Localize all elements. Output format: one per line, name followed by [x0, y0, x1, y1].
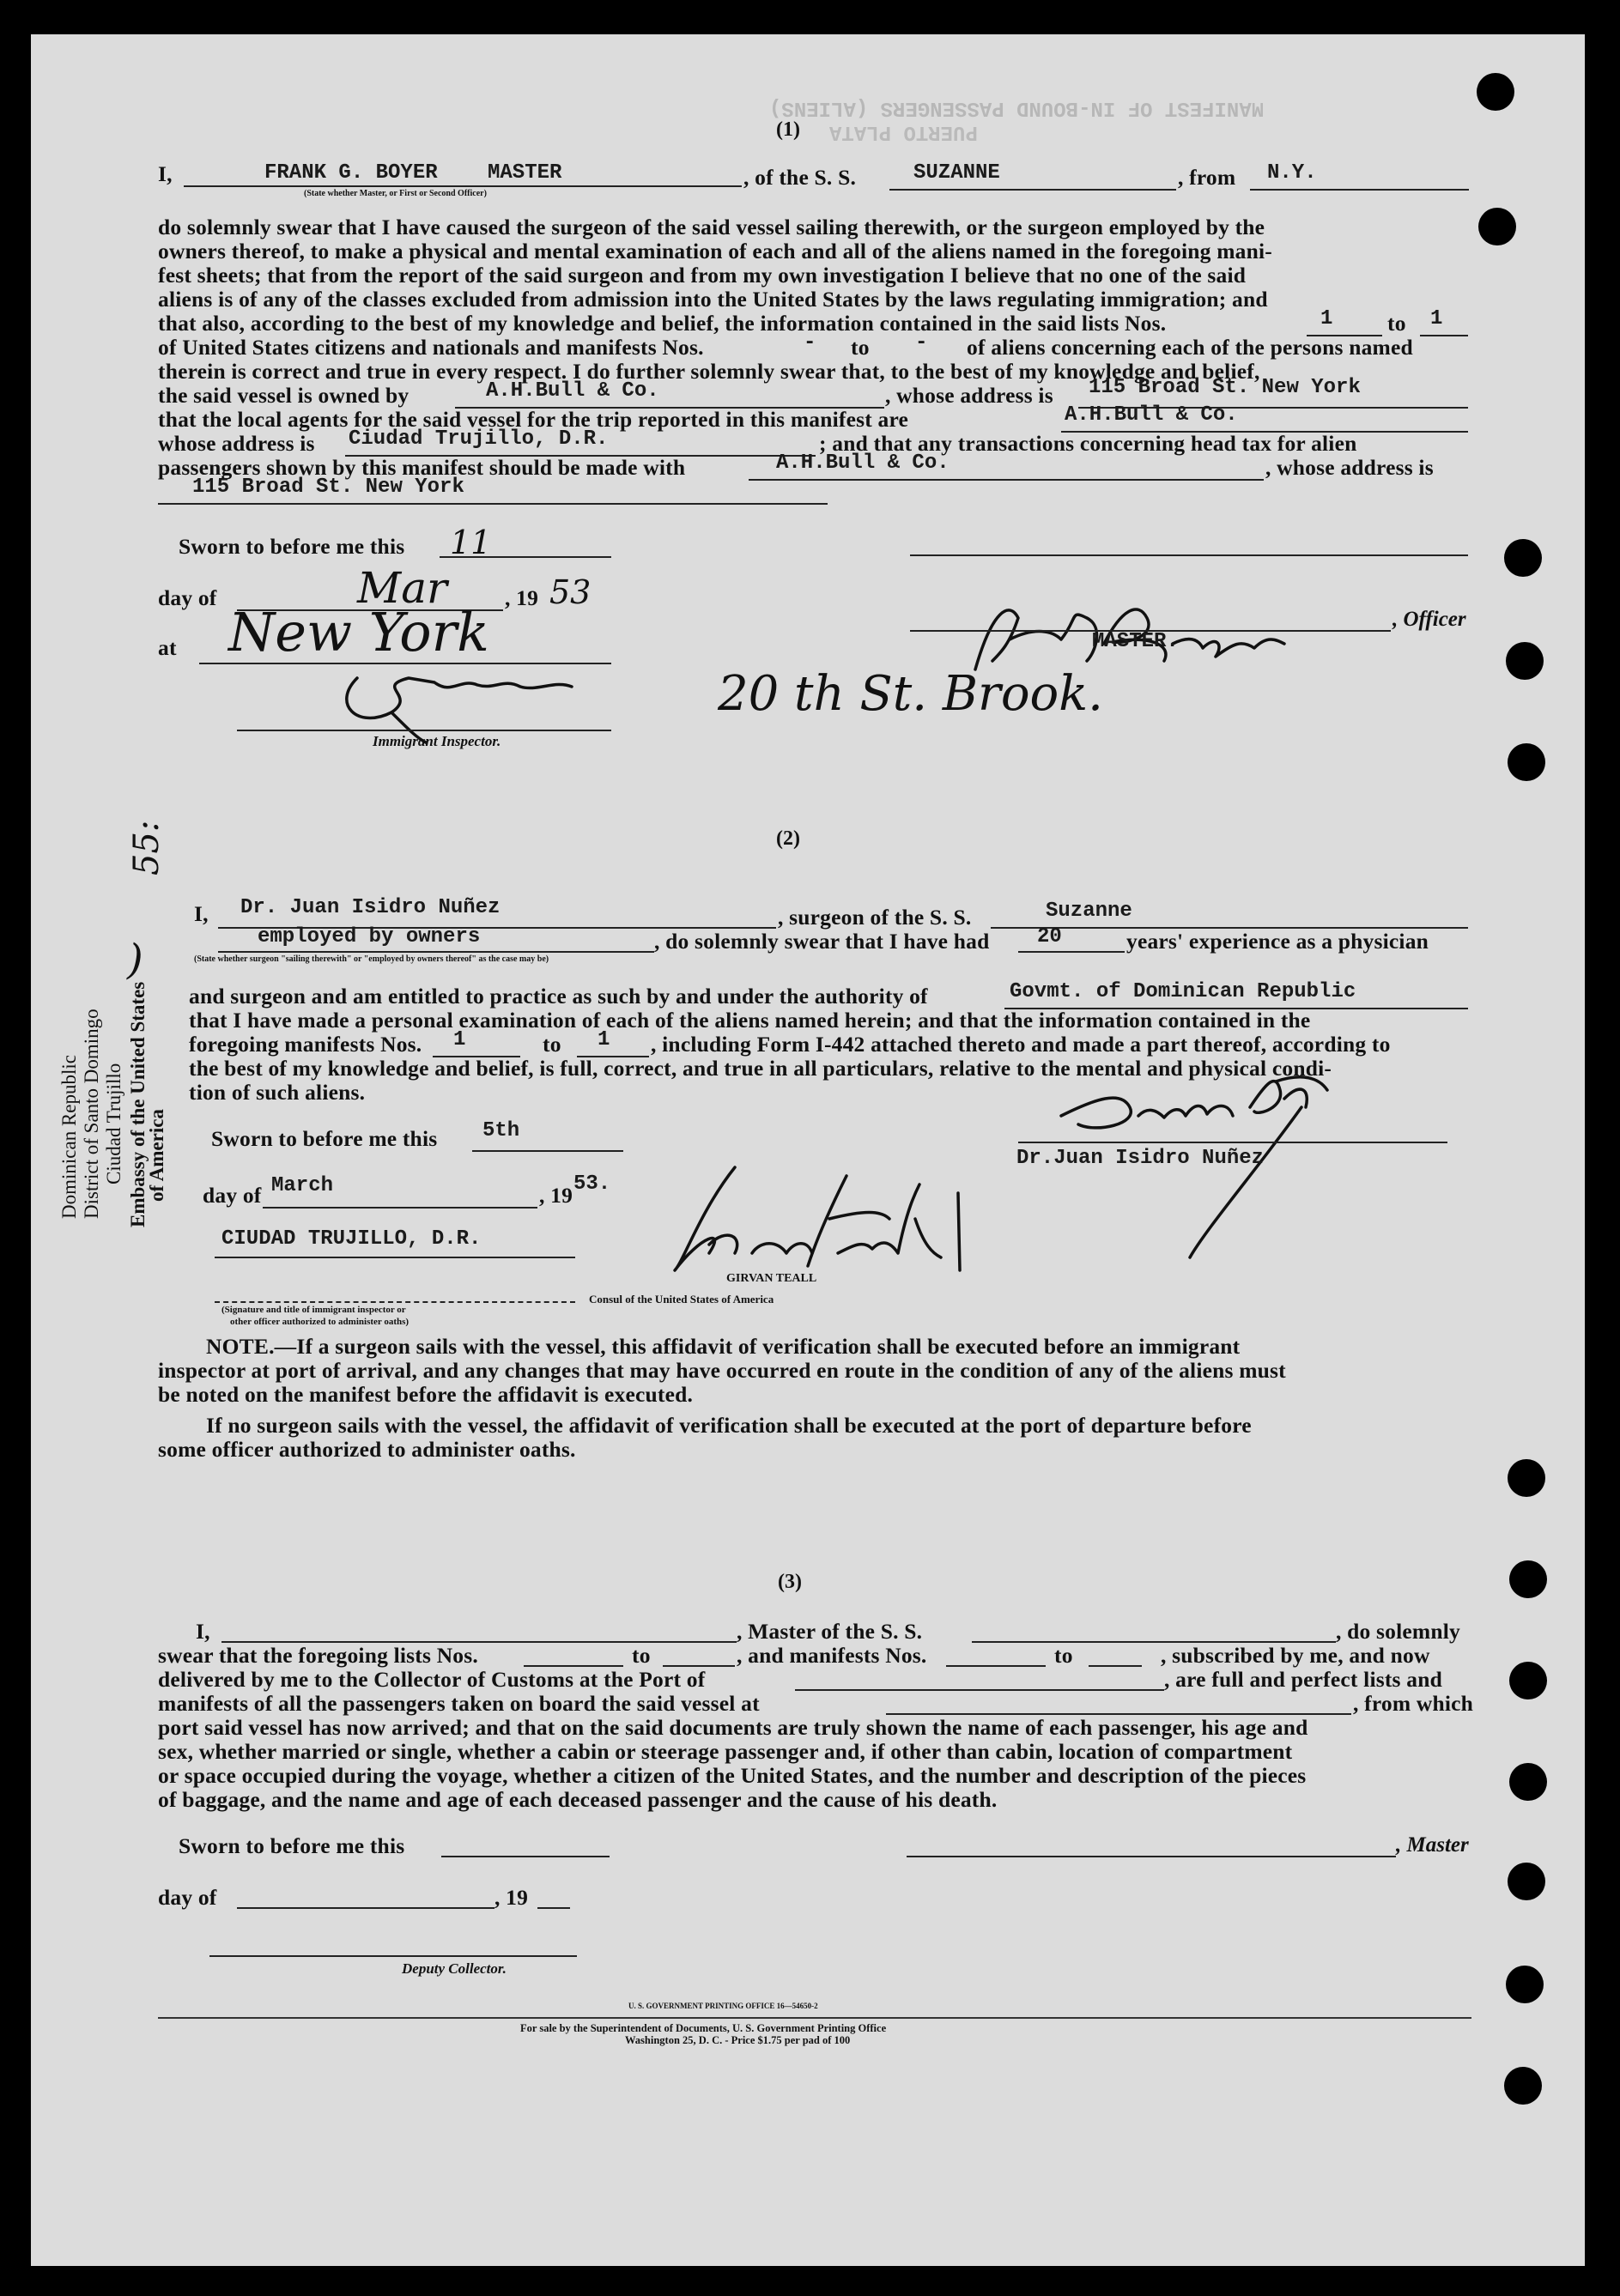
s2-sworn-label: Sworn to before me this	[211, 1126, 438, 1151]
binder-hole	[1509, 1560, 1547, 1598]
section-3-number: (3)	[778, 1571, 802, 1593]
s3-body-line-4: of baggage, and the name and age of each deceased passenger and the cause of his death.	[158, 1787, 998, 1812]
s2-consul-name-typed: GIRVAN TEALL	[726, 1272, 817, 1285]
s2-note-line-3: be noted on the manifest before the affidavit is executed.	[158, 1382, 694, 1407]
binder-hole	[1506, 1966, 1544, 2003]
footer-rule	[158, 2017, 1471, 2019]
s2-nos-from: 1	[453, 1028, 466, 1051]
s1-lists-to-label: to	[1387, 311, 1406, 336]
s3-port-line	[795, 1689, 1164, 1691]
s1-agents: A.H.Bull & Co.	[1065, 403, 1238, 427]
s1-manifest-to: -	[915, 331, 928, 354]
s1-from-value: N.Y.	[1267, 161, 1317, 185]
s3-to-a: to	[632, 1643, 651, 1668]
s2-surgeon-of: , surgeon of the S. S.	[778, 905, 972, 930]
s1-agents-address: Ciudad Trujillo, D.R.	[349, 427, 609, 451]
footer-gpo: U. S. GOVERNMENT PRINTING OFFICE 16—54650-2	[628, 2002, 818, 2010]
s2-side-stamp-line-5: of America	[146, 1109, 167, 1202]
s1-lists-to: 1	[1430, 307, 1443, 330]
s1-inspector-line	[237, 730, 611, 731]
s1-place-handwritten: New York	[228, 601, 489, 663]
s2-place: CIUDAD TRUJILLO, D.R.	[221, 1227, 482, 1251]
s1-para-line-3: fest sheets; that from the report of the said surgeon and from my own investigation I believe that no one of the said	[158, 263, 1247, 288]
s3-swear-a: swear that the foregoing lists Nos.	[158, 1643, 478, 1668]
s3-manifests-from-line	[946, 1665, 1046, 1667]
s1-para-line-4: aliens is of any of the classes excluded from admission into the United States by the laws regulating immigration; and	[158, 287, 1268, 312]
s1-manifest-from: -	[804, 331, 816, 354]
s2-consul-caption: Consul of the United States of America	[589, 1293, 774, 1306]
binder-hole	[1508, 1863, 1545, 1900]
consul-signature	[649, 1159, 1010, 1287]
s2-place-line	[215, 1257, 575, 1258]
s3-year-prefix: , 19	[494, 1885, 529, 1910]
s3-body-line-2: sex, whether married or single, whether a cabin or steerage passenger and, if other than cabin, location of compartment	[158, 1739, 1293, 1764]
bleed-through-port: PUERTO PLATA	[829, 120, 978, 143]
s3-year-line	[537, 1907, 570, 1909]
s1-sworn-label: Sworn to before me this	[179, 534, 405, 559]
s1-sworn-day: 11	[450, 524, 492, 561]
binder-hole	[1509, 1763, 1547, 1801]
footer-sale-1: For sale by the Superintendent of Documents, U. S. Government Printing Office	[520, 2022, 887, 2034]
s2-nos-to: 1	[598, 1028, 610, 1051]
s2-month-line	[263, 1207, 537, 1209]
s1-para-line-5: that also, according to the best of my knowledge and belief, the information contained in the said lists Nos.	[158, 311, 1167, 336]
s2-surgeon-name: Dr. Juan Isidro Nuñez	[240, 896, 501, 919]
s2-surgeon-sig-line	[1018, 1142, 1447, 1143]
s1-i-label: I,	[158, 161, 173, 186]
footer-sale-2: Washington 25, D. C. - Price $1.75 per pad of 100	[625, 2034, 851, 2046]
s3-i-label: I,	[196, 1619, 210, 1644]
s1-at-label: at	[158, 635, 177, 660]
s2-surgeon-sig-typed: Dr.Juan Isidro Nuñez	[1016, 1147, 1265, 1170]
s2-such: tion of such aliens.	[189, 1080, 366, 1105]
binder-hole	[1506, 642, 1544, 680]
s1-vessel-line	[889, 189, 1176, 191]
section-2-number: (2)	[776, 827, 800, 850]
s1-master-name: FRANK G. BOYER	[264, 161, 438, 185]
binder-hole	[1509, 1662, 1547, 1699]
s1-master-role: MASTER	[488, 161, 562, 185]
s1-master-typed: MASTER.	[1092, 630, 1179, 653]
s1-inspector-caption: Immigrant Inspector.	[373, 733, 501, 749]
s2-sworn-day: 5th	[482, 1119, 520, 1142]
s1-head-tax: ; and that any transactions concerning head tax for alien	[819, 431, 1357, 456]
s1-para-line-2: owners thereof, to make a physical and mental examination of each and all of the aliens named in the foregoing mani-	[158, 239, 1272, 264]
s1-signature-top-line	[910, 554, 1468, 556]
s1-from-line	[1250, 189, 1469, 191]
s3-master-suffix: , Master	[1396, 1833, 1469, 1857]
s1-agents-a: that the local agents for the said vessel for the trip reported in this manifest are	[158, 407, 909, 432]
manifest-page	[31, 34, 1585, 2266]
s2-day-of-label: day of	[203, 1183, 262, 1208]
s1-owner: A.H.Bull & Co.	[486, 379, 659, 403]
s2-authority: Govmt. of Dominican Republic	[1010, 980, 1356, 1003]
s3-master-sig-line	[907, 1856, 1396, 1857]
binder-hole	[1478, 208, 1516, 245]
s1-true-line: therein is correct and true in every respect. I do further solemnly swear that, to the best of my knowledge and belief,	[158, 359, 1260, 384]
s1-passengers-a: passengers shown by this manifest should be made with	[158, 455, 686, 480]
s3-full: , are full and perfect lists and	[1164, 1667, 1442, 1692]
s3-deputy-line	[209, 1955, 577, 1957]
s1-from-label: , from	[1178, 165, 1236, 190]
s1-head-tax-party: A.H.Bull & Co.	[776, 451, 950, 475]
s2-employed-caption: (State whether surgeon "sailing therewith" or "employed by owners thereof" as the case may be)	[194, 954, 549, 964]
binder-hole	[1508, 743, 1545, 781]
binder-hole	[1508, 1459, 1545, 1497]
s3-month-line	[237, 1907, 494, 1909]
s3-and-manifests: , and manifests Nos.	[737, 1643, 927, 1668]
s1-vessel: SUZANNE	[913, 161, 1000, 185]
binder-hole	[1504, 539, 1542, 577]
s3-deputy: Deputy Collector.	[402, 1960, 507, 1977]
s1-agents-addr-label: whose address is	[158, 431, 315, 456]
s2-official-signature-line	[215, 1301, 575, 1303]
s3-to-b: to	[1054, 1643, 1073, 1668]
s1-address-handwritten: 20 th St. Brook.	[718, 666, 1103, 722]
s2-margin-paren: )	[127, 936, 143, 984]
s2-sig-caption-1: (Signature and title of immigrant inspector or	[221, 1305, 406, 1315]
s1-lists-from: 1	[1320, 307, 1333, 330]
s2-sig-caption-2: other officer authorized to administer oaths)	[230, 1317, 410, 1327]
s3-sworn-label: Sworn to before me this	[179, 1833, 405, 1858]
s1-role-caption: (State whether Master, or First or Second Officer)	[304, 189, 487, 198]
s1-owned-b: , whose address is	[885, 383, 1053, 408]
s2-year-suffix: 53.	[573, 1172, 611, 1196]
s2-vessel: Suzanne	[1046, 900, 1132, 923]
s2-employed-line	[218, 951, 654, 953]
s2-side-stamp-line-1: Dominican Republic	[58, 1055, 80, 1219]
s2-auth-a: and surgeon and am entitled to practice as such by and under the authority of	[189, 984, 928, 1009]
s1-owned-a: the said vessel is owned by	[158, 383, 410, 408]
s2-year-prefix: , 19	[539, 1183, 573, 1208]
binder-hole	[1477, 73, 1514, 111]
s3-day-of-label: day of	[158, 1885, 217, 1910]
s1-head-tax-address: 115 Broad St. New York	[192, 476, 464, 499]
s2-i-label: I,	[194, 901, 209, 926]
s3-body-line-1: port said vessel has now arrived; and that on the said documents are truly shown the name of each passenger, his age and	[158, 1715, 1308, 1740]
s2-foregoing-b: , including Form I-442 attached thereto and made a part thereof, according to	[651, 1032, 1391, 1057]
s2-side-stamp-line-3: Ciudad Trujillo	[103, 1063, 124, 1184]
s1-year-suffix: 53	[549, 573, 592, 611]
s1-day-of-label: day of	[158, 585, 217, 610]
s3-master-of: , Master of the S. S.	[737, 1619, 923, 1644]
s3-delivered: delivered by me to the Collector of Customs at the Port of	[158, 1667, 706, 1692]
s1-head-tax-line	[749, 479, 1264, 481]
s2-years-line	[1018, 951, 1125, 953]
s3-solemnly: , do solemnly	[1336, 1619, 1460, 1644]
s1-manifest-to-label: to	[851, 335, 870, 360]
s3-manifests-all: manifests of all the passengers taken on board the said vessel at	[158, 1691, 760, 1716]
s2-side-stamp-line-4: Embassy of the United States	[127, 981, 149, 1227]
section-1-number: (1)	[776, 118, 800, 141]
s3-body-line-3: or space occupied during the voyage, whether a citizen of the United States, and the number and description of the pieces	[158, 1763, 1307, 1788]
s1-month-handwritten: Mar	[357, 563, 447, 613]
s2-swear-b: years' experience as a physician	[1126, 929, 1429, 954]
s2-years: 20	[1037, 925, 1062, 948]
s1-of-ss: , of the S. S.	[743, 165, 857, 190]
s1-para-line-1: do solemnly swear that I have caused the surgeon of the said vessel sailing therewith, or the surgeon employed by the	[158, 215, 1265, 239]
s2-best: the best of my knowledge and belief, is full, correct, and true in all particulars, relative to the mental and physical condi-	[189, 1056, 1332, 1081]
s3-subscribed: , subscribed by me, and now	[1161, 1643, 1430, 1668]
s1-head-tax-address-line	[158, 503, 828, 505]
s2-sworn-day-line	[472, 1150, 623, 1152]
s3-sworn-day-line	[441, 1856, 610, 1857]
s1-lists-to-line	[1420, 335, 1468, 336]
s2-note-line-1: NOTE.—If a surgeon sails with the vessel, this affidavit of verification shall be executed before an immigrant	[206, 1334, 1241, 1359]
s1-owner-address: 115 Broad St. New York	[1089, 376, 1361, 399]
s2-note-line-4: If no surgeon sails with the vessel, the affidavit of verification shall be executed at the port of departure before	[206, 1413, 1252, 1438]
s2-side-stamp-line-2: District of Santo Domingo	[81, 1009, 102, 1219]
s2-note-line-2: inspector at port of arrival, and any changes that may have occurred en route in the condition of any of the aliens must	[158, 1358, 1286, 1383]
s1-citizens-a: of United States citizens and nationals and manifests Nos.	[158, 335, 704, 360]
s1-master-line	[184, 185, 742, 187]
s1-year-prefix: , 19	[505, 585, 539, 610]
s2-month: March	[271, 1174, 334, 1197]
s1-passengers-b: , whose address is	[1265, 455, 1434, 480]
bleed-through-title: MANIFEST OF IN-BOUND PASSENGERS (ALIENS)	[769, 96, 1265, 119]
s1-officer-suffix: , Officer	[1392, 608, 1466, 631]
s2-margin-stamp: 55:	[127, 820, 167, 875]
s2-swear-a: , do solemnly swear that I have had	[654, 929, 990, 954]
s2-to-label: to	[543, 1032, 561, 1057]
s2-personal: that I have made a personal examination of each of the aliens named herein; and that the information contained in the	[189, 1008, 1311, 1033]
s1-citizens-b: of aliens concerning each of the persons named	[967, 335, 1413, 360]
s3-from-which: , from which	[1353, 1691, 1474, 1716]
s2-employed: employed by owners	[258, 925, 481, 948]
s2-foregoing-a: foregoing manifests Nos.	[189, 1032, 422, 1057]
s3-manifests-to-line	[1089, 1665, 1142, 1667]
binder-hole	[1504, 2067, 1542, 2105]
s2-note-line-5: some officer authorized to administer oaths.	[158, 1437, 576, 1462]
